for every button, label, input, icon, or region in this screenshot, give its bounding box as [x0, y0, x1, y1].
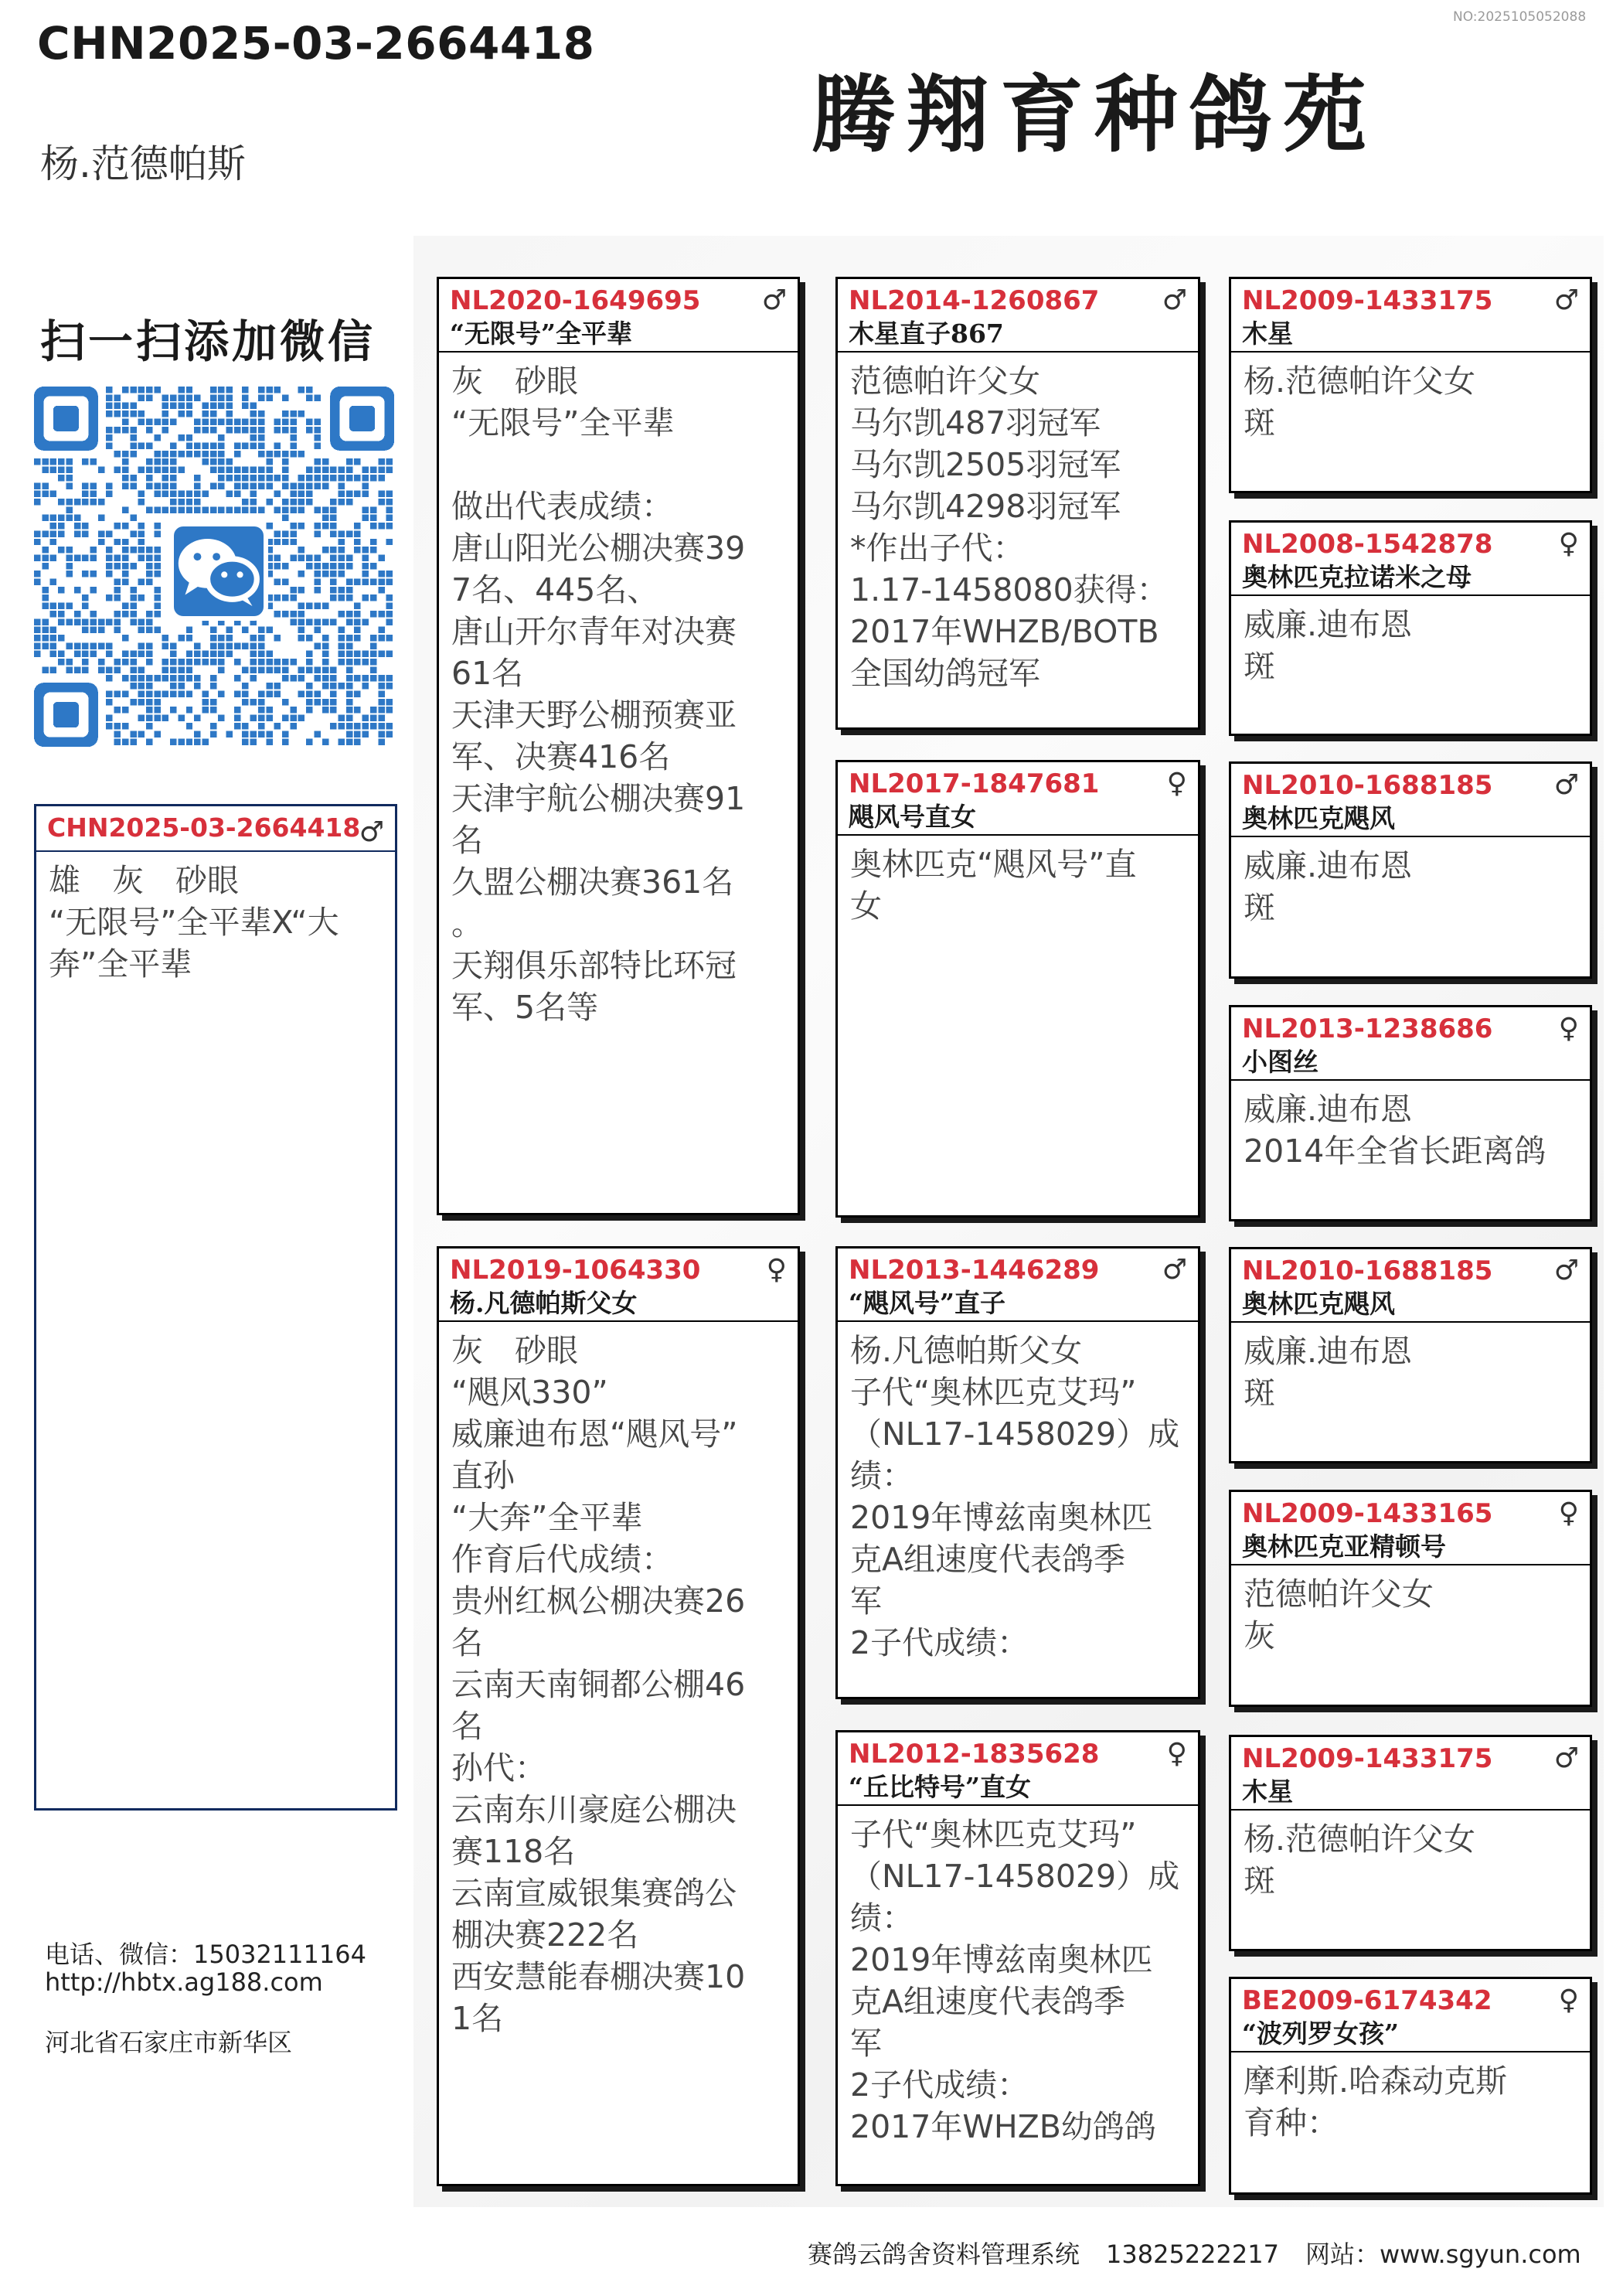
loft-title: 腾翔育种鸽苑 — [812, 66, 1378, 164]
pedigree-ring: NL2014-1260867 — [849, 285, 1100, 316]
pedigree-name: 奥林匹克飓风 — [1242, 803, 1395, 833]
pedigree-name: 木星 — [1242, 1777, 1293, 1807]
pedigree-name: “飓风号”直子 — [849, 1288, 1005, 1318]
contact-url[interactable]: http://hbtx.ag188.com — [45, 1967, 323, 1997]
pedigree-description: 威廉.迪布恩 斑 — [1244, 1333, 1413, 1412]
male-icon: ♂ — [1553, 284, 1579, 316]
pedigree-card — [835, 277, 1200, 730]
subject-card-header — [36, 806, 395, 852]
pedigree-card-header — [838, 1732, 1198, 1806]
male-icon: ♂ — [359, 816, 384, 848]
pedigree-description: 威廉.迪布恩 斑 — [1244, 847, 1413, 926]
pedigree-description: 摩利斯.哈森动克斯 育种： — [1244, 2063, 1508, 2141]
pedigree-card — [1229, 1005, 1592, 1221]
pedigree-description: 威廉.迪布恩 斑 — [1244, 606, 1413, 685]
pedigree-name: “无限号”全平辈 — [450, 319, 632, 349]
pedigree-card-header — [439, 1248, 798, 1322]
pedigree-card — [1229, 1977, 1592, 2195]
pedigree-description: 灰 砂眼 “无限号”全平辈 做出代表成绩： 唐山阳光公棚决赛39 7名、445名、 唐山开尔青年对决赛 61名 天津天野公棚预赛亚 军、决赛416名 天津宇航公棚决赛91 名 久盟公棚决赛361名 。 天翔俱乐部特比环冠 军、5名等 — [451, 363, 746, 1026]
subject-ring: CHN2025-03-2664418 — [47, 812, 361, 843]
pedigree-name: 奥林匹克拉诺米之母 — [1242, 562, 1472, 592]
female-icon: ♀ — [1558, 1984, 1579, 2016]
pedigree-card — [1229, 277, 1592, 493]
female-icon: ♀ — [1558, 1013, 1579, 1044]
pedigree-card — [835, 1246, 1200, 1699]
pedigree-description: 杨.凡德帕斯父女 子代“奥林匹克艾玛” （NL17-1458029）成 绩： 2019年博兹南奥林匹 克A组速度代表鸽季 军 2子代成绩： — [850, 1332, 1180, 1661]
pedigree-description: 范德帕许父女 马尔凯487羽冠军 马尔凯2505羽冠军 马尔凯4298羽冠军 *作出子代： 1.17-1458080获得： 2017年WHZB/BOTB 全国幼鸽冠军 — [850, 363, 1169, 692]
document-number: NO:2025105052088 — [1453, 9, 1587, 25]
wechat-icon — [169, 522, 268, 621]
pedigree-ring: NL2010-1688185 — [1242, 1255, 1493, 1286]
footer — [808, 2235, 1608, 2270]
subject-pigeon-card — [34, 804, 397, 1811]
pedigree-card — [437, 1246, 800, 2186]
pedigree-ring: NL2010-1688185 — [1242, 770, 1493, 801]
pedigree-name: 飓风号直女 — [849, 802, 976, 832]
pedigree-ring: BE2009-6174342 — [1242, 1985, 1492, 2016]
female-icon: ♀ — [1558, 1497, 1579, 1529]
female-icon: ♀ — [766, 1254, 787, 1286]
pedigree-name: 小图丝 — [1242, 1047, 1318, 1077]
pedigree-ring: NL2013-1238686 — [1242, 1013, 1493, 1044]
pedigree-ring: NL2009-1433175 — [1242, 1743, 1493, 1774]
pedigree-description: 子代“奥林匹克艾玛” （NL17-1458029）成 绩： 2019年博兹南奥林匹 克A组速度代表鸽季 军 2子代成绩： 2017年WHZB幼鸽鸽 — [850, 1816, 1180, 2145]
pedigree-card-header — [1231, 1979, 1590, 2052]
male-icon: ♂ — [1162, 1254, 1187, 1286]
pedigree-name: 奥林匹克亚精顿号 — [1242, 1531, 1446, 1562]
pedigree-card — [1229, 1247, 1592, 1463]
pedigree-name: 木星直子867 — [849, 319, 1004, 349]
male-icon: ♂ — [1553, 1255, 1579, 1286]
pedigree-description: 杨.范德帕许父女 斑 — [1244, 363, 1476, 441]
pedigree-ring: NL2009-1433165 — [1242, 1498, 1493, 1529]
pedigree-card-header — [1231, 1249, 1590, 1323]
pedigree-card-header — [1231, 1492, 1590, 1565]
pedigree-description: 杨.范德帕许父女 斑 — [1244, 1821, 1476, 1899]
pedigree-ring: NL2009-1433175 — [1242, 285, 1493, 316]
contact-address: 河北省石家庄市新华区 — [45, 2028, 293, 2057]
pedigree-description: 范德帕许父女 灰 — [1244, 1576, 1434, 1654]
female-icon: ♀ — [1166, 1738, 1187, 1770]
footer-phone: 13825222217 — [1106, 2240, 1279, 2269]
subject-description: 雄 灰 砂眼 “无限号”全平辈X“大奔”全平辈 — [49, 862, 339, 983]
pedigree-card — [1229, 761, 1592, 979]
male-icon: ♂ — [1162, 284, 1187, 316]
pedigree-card-header — [838, 279, 1198, 353]
pedigree-card-header — [1231, 764, 1590, 837]
female-icon: ♀ — [1166, 768, 1187, 799]
ring-number: CHN2025-03-2664418 — [37, 17, 595, 70]
footer-site[interactable]: 网站：www.sgyun.com — [1305, 2240, 1581, 2269]
pedigree-ring: NL2008-1542878 — [1242, 529, 1493, 560]
pedigree-ring: NL2013-1446289 — [849, 1255, 1100, 1286]
scan-label: 扫一扫添加微信 — [40, 315, 376, 368]
pedigree-ring: NL2019-1064330 — [450, 1255, 701, 1286]
pedigree-card-header — [1231, 1007, 1590, 1081]
male-icon: ♂ — [1553, 769, 1579, 801]
pedigree-description: 灰 砂眼 “飓风330” 威廉迪布恩“飓风号” 直孙 “大奔”全平辈 作育后代成绩： 贵州红枫公棚决赛26 名 云南天南铜都公棚46 名 孙代： 云南东川豪庭公棚决 赛118名 云南宣威银集赛鸽公 棚决赛222名 西安慧能春棚决赛10 1名 — [451, 1332, 746, 2037]
pedigree-name: 奥林匹克飓风 — [1242, 1289, 1395, 1319]
wechat-qr-code[interactable] — [34, 387, 394, 747]
pedigree-description: 奥林匹克“飓风号”直 女 — [850, 846, 1137, 925]
female-icon: ♀ — [1558, 528, 1579, 560]
pedigree-description: 威廉.迪布恩 2014年全省长距离鸽 — [1244, 1091, 1546, 1170]
pedigree-card-header — [439, 279, 798, 353]
pedigree-card-header — [838, 762, 1198, 836]
pedigree-card — [1229, 520, 1592, 736]
pedigree-card — [835, 1730, 1200, 2186]
pedigree-name: 木星 — [1242, 319, 1293, 349]
pedigree-card — [437, 277, 800, 1215]
pedigree-card-header — [1231, 523, 1590, 596]
pedigree-ring: NL2012-1835628 — [849, 1739, 1100, 1770]
pedigree-name: “波列罗女孩” — [1242, 2018, 1399, 2049]
pedigree-ring: NL2017-1847681 — [849, 768, 1100, 799]
owner-name: 杨.范德帕斯 — [40, 141, 246, 186]
footer-system: 赛鸽云鸽舍资料管理系统 — [808, 2240, 1080, 2269]
contact-phone: 电话、微信：15032111164 — [45, 1940, 366, 1969]
pedigree-name: “丘比特号”直女 — [849, 1772, 1031, 1802]
pedigree-card — [1229, 1490, 1592, 1707]
pedigree-card — [835, 760, 1200, 1218]
pedigree-card-header — [1231, 1737, 1590, 1811]
male-icon: ♂ — [761, 284, 787, 316]
pedigree-card-header — [1231, 279, 1590, 353]
pedigree-ring: NL2020-1649695 — [450, 285, 701, 316]
pedigree-card — [1229, 1735, 1592, 1951]
pedigree-card-header — [838, 1248, 1198, 1322]
pedigree-name: 杨.凡德帕斯父女 — [450, 1288, 638, 1318]
male-icon: ♂ — [1553, 1742, 1579, 1774]
